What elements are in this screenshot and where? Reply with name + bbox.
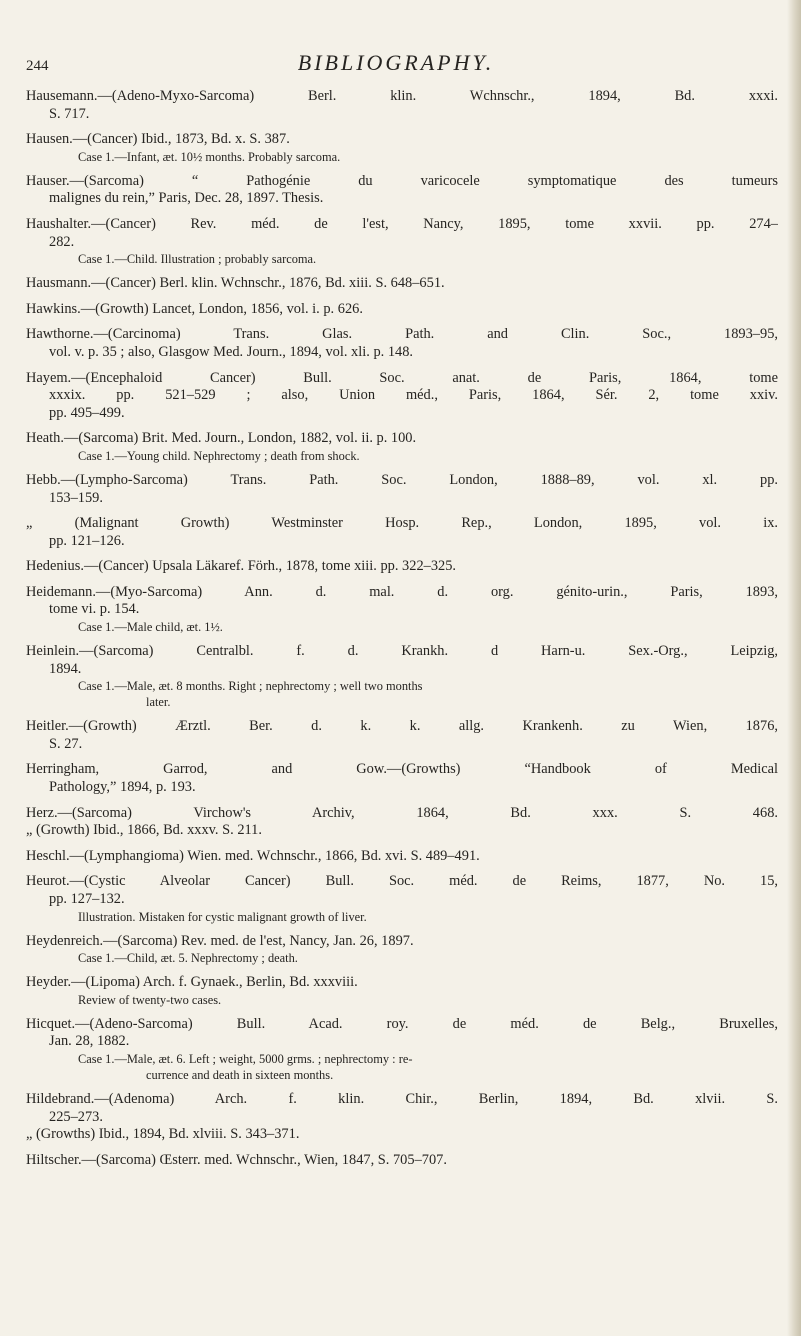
entry-line: Hawthorne.—(Carcinoma) Trans. Glas. Path. and Clin. Soc., 1893–95, bbox=[26, 326, 778, 343]
bibliography-entry bbox=[26, 584, 778, 635]
entry-line: Heyder.—(Lipoma) Arch. f. Gynaek., Berlin, Bd. xxxviii. bbox=[26, 974, 358, 991]
entry-line: Haushalter.—(Cancer) Rev. méd. de l'est, Nancy, 1895, tome xxvii. pp. 274– bbox=[26, 215, 778, 232]
entry-line: vol. v. p. 35 ; also, Glasgow Med. Journ., 1894, vol. xli. p. 148. bbox=[49, 343, 414, 360]
bibliography-entry bbox=[26, 472, 778, 507]
bibliography-entry bbox=[26, 643, 778, 710]
case-note: Case 1.—Male child, æt. 1½. bbox=[78, 620, 223, 635]
entry-line: pp. 121–126. bbox=[49, 532, 125, 549]
entry-line: 153–159. bbox=[49, 489, 103, 506]
entry-line: Pathology,” 1894, p. 193. bbox=[49, 779, 196, 796]
entry-line: Hawkins.—(Growth) Lancet, London, 1856, vol. i. p. 626. bbox=[26, 300, 363, 317]
case-note: Case 1.—Infant, æt. 10½ months. Probably sarcoma. bbox=[78, 149, 341, 164]
bibliography-entry bbox=[26, 805, 778, 840]
running-head: BIBLIOGRAPHY. bbox=[297, 50, 495, 75]
case-note: Case 1.—Child. Illustration ; probably sarcoma. bbox=[78, 252, 317, 267]
bibliography-entry bbox=[26, 515, 778, 550]
entry-line: tome vi. p. 154. bbox=[49, 601, 140, 618]
bibliography-entry bbox=[26, 718, 778, 753]
entry-line: Hildebrand.—(Adenoma) Arch. f. klin. Chir., Berlin, 1894, Bd. xlvii. S. bbox=[26, 1090, 778, 1107]
bibliography-entry bbox=[26, 216, 778, 267]
case-note: Review of twenty-two cases. bbox=[78, 992, 222, 1007]
entry-line: Hausemann.—(Adeno-Myxo-Sarcoma) Berl. klin. Wchnschr., 1894, Bd. xxxi. bbox=[26, 88, 778, 104]
entry-line: Hayem.—(Encephaloid Cancer) Bull. Soc. anat. de Paris, 1864, tome bbox=[26, 369, 778, 386]
entry-line: Hauser.—(Sarcoma) “ Pathogénie du varicocele symptomatique des tumeurs bbox=[26, 172, 778, 189]
entry-line: Heurot.—(Cystic Alveolar Cancer) Bull. Soc. méd. de Reims, 1877, No. 15, bbox=[26, 873, 778, 890]
entry-line: S. 717. bbox=[49, 105, 90, 122]
bibliography-entry bbox=[26, 430, 778, 464]
entry-line: Heydenreich.—(Sarcoma) Rev. med. de l'est, Nancy, Jan. 26, 1897. bbox=[26, 932, 414, 949]
entry-line: Herz.—(Sarcoma) Virchow's Archiv, 1864, Bd. xxx. S. 468. bbox=[26, 804, 778, 821]
bibliography-entry bbox=[26, 933, 778, 967]
page-edge bbox=[787, 0, 801, 1336]
bibliography-entry bbox=[26, 1152, 778, 1170]
entry-line: Hausen.—(Cancer) Ibid., 1873, Bd. x. S. 387. bbox=[26, 131, 290, 148]
entry-line: pp. 495–499. bbox=[49, 404, 125, 421]
entry-line: „ (Malignant Growth) Westminster Hosp. Rep., London, 1895, vol. ix. bbox=[26, 515, 778, 532]
case-note: Case 1.—Child, æt. 5. Nephrectomy ; death. bbox=[78, 951, 298, 966]
bibliography-entries bbox=[26, 88, 778, 1177]
entry-line: 282. bbox=[49, 233, 75, 250]
bibliography-entry bbox=[26, 848, 778, 866]
bibliography-entry bbox=[26, 88, 778, 123]
entry-line: Heidemann.—(Myo-Sarcoma) Ann. d. mal. d. org. génito-urin., Paris, 1893, bbox=[26, 583, 778, 600]
entry-line: Hebb.—(Lympho-Sarcoma) Trans. Path. Soc. London, 1888–89, vol. xl. pp. bbox=[26, 471, 778, 488]
entry-line: Hicquet.—(Adeno-Sarcoma) Bull. Acad. roy. de méd. de Belg., Bruxelles, bbox=[26, 1015, 778, 1032]
entry-line: Herringham, Garrod, and Gow.—(Growths) “Handbook of Medical bbox=[26, 761, 778, 778]
case-note: currence and death in sixteen months. bbox=[146, 1067, 334, 1082]
entry-line: Heath.—(Sarcoma) Brit. Med. Journ., London, 1882, vol. ii. p. 100. bbox=[26, 430, 417, 447]
entry-line: Hiltscher.—(Sarcoma) Œsterr. med. Wchnschr., Wien, 1847, S. 705–707. bbox=[26, 1151, 447, 1168]
entry-line: „ (Growths) Ibid., 1894, Bd. xlviii. S. 343–371. bbox=[26, 1126, 300, 1143]
case-note: Case 1.—Young child. Nephrectomy ; death from shock. bbox=[78, 448, 360, 463]
case-note: later. bbox=[146, 695, 171, 710]
bibliography-entry bbox=[26, 974, 778, 1008]
bibliography-entry bbox=[26, 301, 778, 319]
entry-line: „ (Growth) Ibid., 1866, Bd. xxxv. S. 211. bbox=[26, 822, 262, 839]
entry-line: 1894. bbox=[49, 660, 82, 677]
bibliography-entry bbox=[26, 1091, 778, 1144]
bibliography-entry bbox=[26, 173, 778, 208]
bibliography-entry bbox=[26, 761, 778, 796]
entry-line: Jan. 28, 1882. bbox=[49, 1033, 130, 1050]
bibliography-entry bbox=[26, 370, 778, 423]
bibliography-entry bbox=[26, 275, 778, 293]
entry-line: S. 27. bbox=[49, 735, 83, 752]
entry-line: Hedenius.—(Cancer) Upsala Läkaref. Förh., 1878, tome xiii. pp. 322–325. bbox=[26, 558, 457, 575]
bibliography-entry bbox=[26, 131, 778, 165]
entry-line: Hausmann.—(Cancer) Berl. klin. Wchnschr., 1876, Bd. xiii. S. 648–651. bbox=[26, 275, 445, 292]
entry-line: xxxix. pp. 521–529 ; also, Union méd., Paris, 1864, Sér. 2, tome xxiv. bbox=[49, 387, 778, 404]
case-note: Case 1.—Male, æt. 6. Left ; weight, 5000 grms. ; nephrectomy : re- bbox=[78, 1051, 413, 1066]
entry-line: pp. 127–132. bbox=[49, 891, 125, 907]
entry-line: 225–273. bbox=[49, 1108, 103, 1125]
entry-line: Heitler.—(Growth) Ærztl. Ber. d. k. k. allg. Krankenh. zu Wien, 1876, bbox=[26, 718, 778, 735]
bibliography-entry bbox=[26, 873, 778, 924]
entry-line: Heschl.—(Lymphangioma) Wien. med. Wchnschr., 1866, Bd. xvi. S. 489–491. bbox=[26, 847, 480, 864]
bibliography-entry bbox=[26, 558, 778, 576]
bibliography-entry bbox=[26, 326, 778, 361]
case-note: Illustration. Mistaken for cystic malignant growth of liver. bbox=[78, 909, 367, 924]
entry-line: Heinlein.—(Sarcoma) Centralbl. f. d. Krankh. d Harn-u. Sex.-Org., Leipzig, bbox=[26, 643, 778, 660]
case-note: Case 1.—Male, æt. 8 months. Right ; nephrectomy ; well two months bbox=[78, 679, 423, 694]
page-header bbox=[26, 50, 766, 80]
bibliography-entry bbox=[26, 1016, 778, 1083]
page-number: 244 bbox=[26, 58, 49, 74]
entry-line: malignes du rein,” Paris, Dec. 28, 1897. Thesis. bbox=[49, 190, 324, 207]
